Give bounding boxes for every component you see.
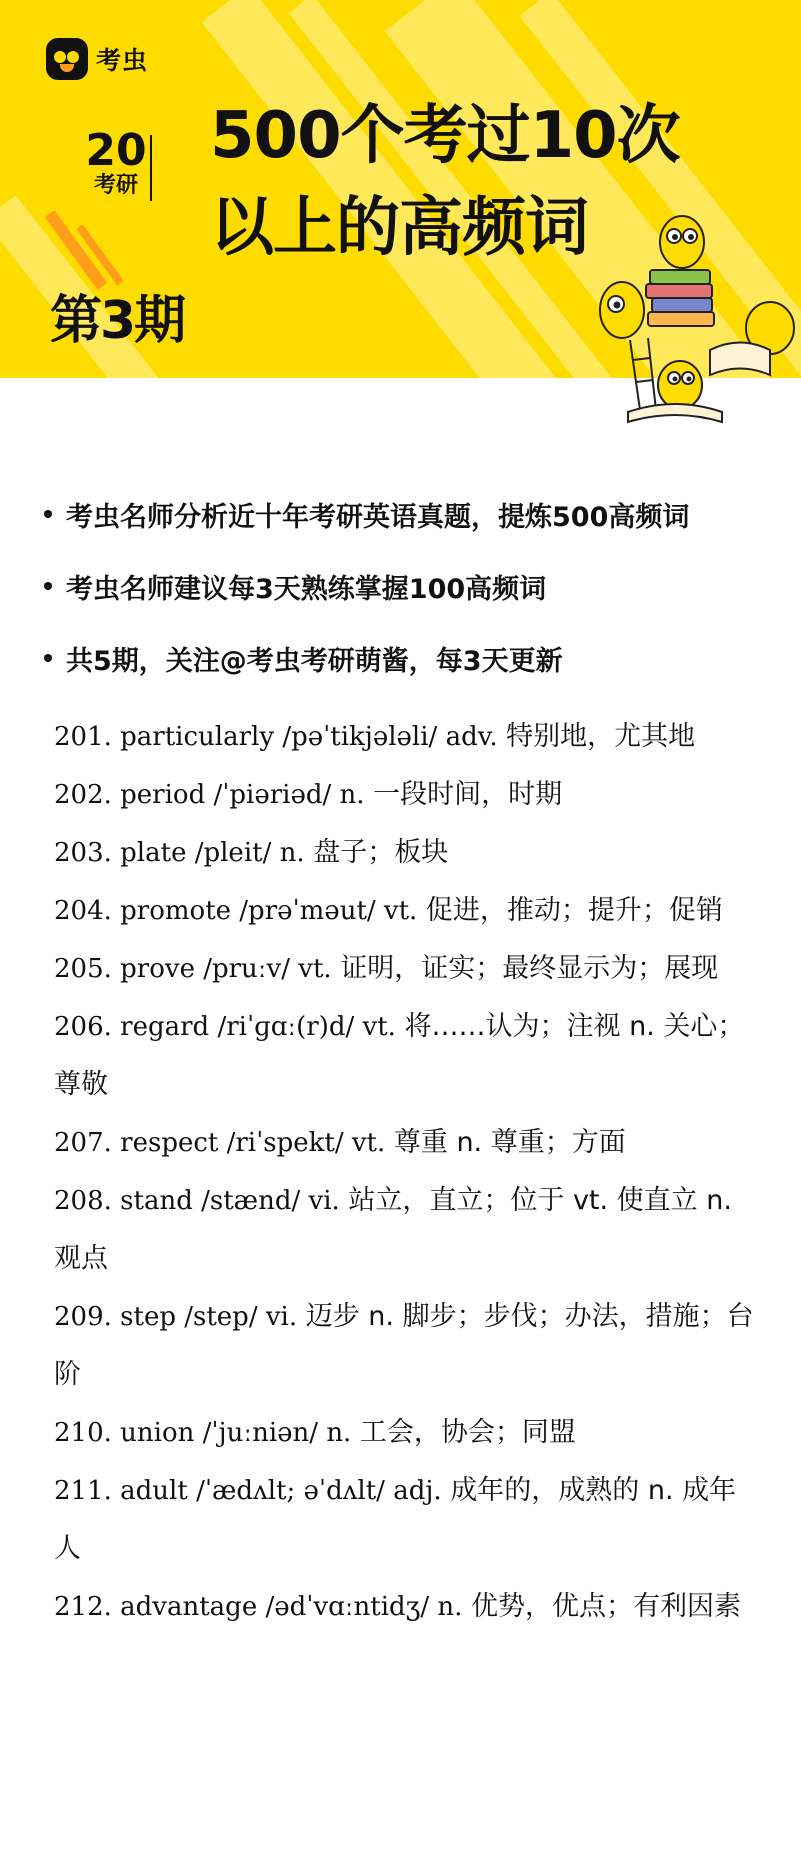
vocab-entry [54,1578,754,1636]
issue-label: 第3期 [50,291,185,351]
vocab-word: 205. prove /pruːv/ vt. [54,954,332,984]
vocab-word: 209. step /step/ vi. [54,1302,298,1332]
vocab-entry [54,1462,754,1578]
vocab-entry [54,882,754,940]
vocab-meaning: 盘子；板块 [304,837,449,868]
vocab-word: 201. particularly /pəˈtikjələli/ adv. [54,722,498,752]
vocab-meaning: 证明，证实；最终显示为；展现 [331,953,719,984]
vocab-meaning: 迈步 n. 脚步；步伐；办法，措施；台阶 [54,1301,754,1390]
bullet-item [44,478,784,550]
brand-logo [46,38,148,80]
vocab-meaning: 优势，优点；有利因素 [462,1591,741,1622]
vocab-entry [54,1288,754,1404]
vocab-word: 204. promote /prəˈməut/ vt. [54,896,418,926]
vocab-word: 203. plate /pleit/ n. [54,838,305,868]
bullet-item [44,622,784,694]
vocab-word: 212. advantage /ədˈvɑːntidʒ/ n. [54,1592,463,1622]
title-line-1: 500个考过10次 [210,99,680,173]
vocab-word: 207. respect /riˈspekt/ vt. [54,1128,386,1158]
bullet-item [44,550,784,622]
vocab-entry [54,824,754,882]
vocab-meaning: 站立，直立；位于 vt. 使直立 n. 观点 [54,1185,732,1274]
vocab-meaning: 特别地，尤其地 [497,721,696,752]
vocab-entry [54,1114,754,1172]
vocab-word: 206. regard /riˈɡɑː(r)d/ vt. [54,1012,396,1042]
vocab-word: 202. period /ˈpiəriəd/ n. [54,780,365,810]
bullet-dot [44,510,52,518]
vocab-word: 208. stand /stænd/ vi. [54,1186,340,1216]
badge-label: 考研 [93,173,138,198]
vocab-entry [54,1404,754,1462]
mascot-books-illustration [590,200,801,430]
vocab-entry [54,998,754,1114]
vocab-word: 211. adult /ˈædʌlt; əˈdʌlt/ adj. [54,1476,442,1506]
bullet-dot [44,654,52,662]
bullet-text: 考虫名师建议每3天熟练掌握100高频词 [66,573,547,605]
title-line-2: 以上的高频词 [210,191,588,265]
bullet-text: 共5期，关注@考虫考研萌酱，每3天更新 [66,645,563,677]
vocab-entry [54,940,754,998]
bullet-text: 考虫名师分析近十年考研英语真题，提炼500高频词 [66,501,690,533]
bullet-dot [44,582,52,590]
vocab-entry [54,766,754,824]
vocab-entry [54,1172,754,1288]
vocab-meaning: 一段时间，时期 [364,779,563,810]
vocabulary-list [54,708,754,1636]
vocab-meaning: 工会，协会；同盟 [351,1417,576,1448]
kaochong-logo-icon [46,38,88,80]
vocab-meaning: 促进，推动；提升；促销 [417,895,723,926]
vocab-meaning: 成年的，成熟的 n. 成年人 [54,1475,737,1564]
vocab-meaning: 尊重 n. 尊重；方面 [385,1127,626,1158]
intro-bullets [44,478,784,694]
logo-text: 考虫 [96,46,149,75]
vocab-entry [54,708,754,766]
year-badge [80,125,152,198]
badge-number: 20 [85,125,147,176]
vocab-meaning: 将……认为；注视 n. 关心；尊敬 [54,1011,745,1100]
vocab-word: 210. union /ˈjuːniən/ n. [54,1418,352,1448]
badge-divider [150,135,152,201]
